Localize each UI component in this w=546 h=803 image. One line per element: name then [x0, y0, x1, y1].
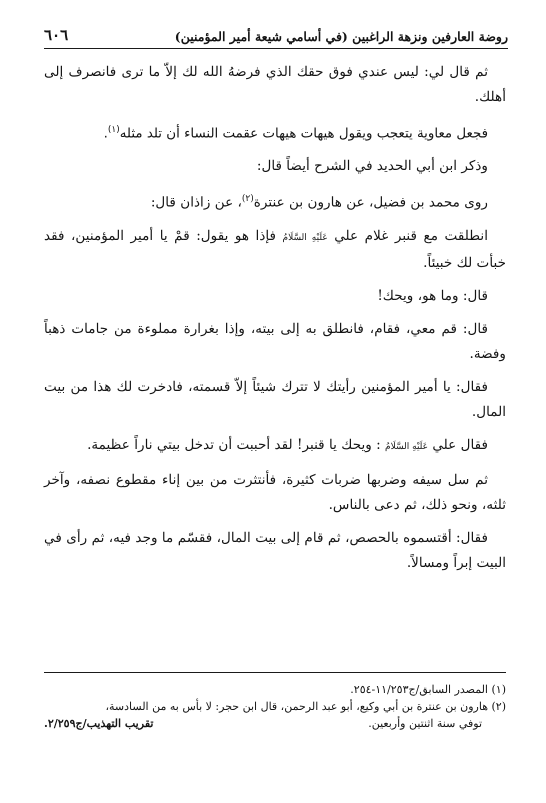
honorific-glyph: عَلَيْهِ السَّلَامُ — [385, 442, 429, 452]
footnotes — [44, 672, 506, 732]
footnote-marker: (١) — [107, 125, 120, 135]
page-header — [44, 18, 508, 49]
footnote-marker: (٢) — [241, 194, 254, 205]
paragraph: فقال: أقتسموه بالحصص، ثم قام إلى بيت المال، فقسّم ما وجد فيه، ثم رأى في البيت إبراً ومسالاً. — [44, 530, 506, 571]
honorific-glyph: عَلَيْهِ السَّلَامُ — [282, 233, 328, 243]
paragraph: قال: وما هو، ويحك! — [377, 288, 488, 304]
paragraph: ثم قال لي: ليس عندي فوق حقك الذي فرضهُ الله لك إلاّ ما ترى فانصرف إلى أهلك. — [44, 64, 506, 105]
paragraph: وذكر ابن أبي الحديد في الشرح أيضاً قال: — [256, 158, 488, 175]
paragraph: فقال علي عَلَيْهِ السَّلَامُ : ويحك يا قنبر! لقد أحببت أن تدخل بيتي ناراً عظيمة. — [87, 437, 488, 453]
footnote-2: (٢) هارون بن عنترة بن أبي وكيع، أبو عبد الرحمن، قال ابن حجر: لا بأس به من السادسة، — [105, 700, 506, 713]
paragraph: فقال: يا أمير المؤمنين رأيتك لا تترك شيئاً إلاّ قسمته، فادخرت لك هذا من بيت المال. — [44, 379, 506, 420]
footnote-2-continuation — [44, 715, 506, 732]
paragraph: قال: قم معي، فقام، فانطلق به إلى بيته، وإذا بغرارة مملوءة من جامات ذهباً وفضة. — [44, 321, 506, 362]
body-text — [44, 60, 506, 584]
footnote-2-source: تقريب التهذيب/ج٢/٢٥٩. — [44, 717, 154, 730]
page-number: ٦٠٦ — [44, 26, 69, 44]
footnote-2-death-note: توفي سنة اثنتين وأربعين. — [368, 717, 482, 730]
paragraph: روى محمد بن فضيل، عن هارون بن عنترة$^{(٢)}$، عن زاذان قال: — [150, 194, 488, 211]
paragraph: ثم سل سيفه وضربها ضربات كثيرة، فأنتثرت من بين إناء مقطوع نصفه، وآخر ثلثه، ونحو ذلك، ثم دعى بالناس. — [44, 472, 506, 513]
footnote-1: (١) المصدر السابق/ج١١/٢٥٣-٢٥٤. — [350, 683, 506, 696]
paragraph: فجعل معاوية يتعجب ويقول هيهات هيهات عقمت النساء أن تلد مثله$^{(١)}$. — [103, 125, 488, 142]
running-title: روضة العارفين ونزهة الراغبين (في أسامي شيعة أمير المؤمنين) — [174, 29, 508, 44]
paragraph: انطلقت مع قنبر غلام علي عَلَيْهِ السَّلَامُ فإذا هو يقول: قمْ يا أمير المؤمنين، فقد خبأت لك خبيئاً. — [44, 228, 506, 271]
